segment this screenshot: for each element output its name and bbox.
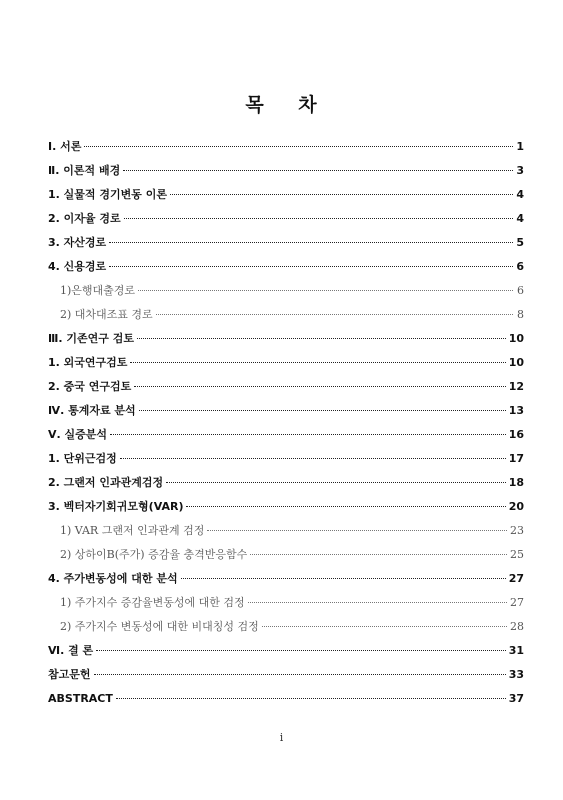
toc-dot-leader — [124, 218, 513, 219]
toc-entry-label: Ⅱ. 이론적 배경 — [48, 164, 121, 177]
toc-entry-label: 1. 실물적 경기변동 이론 — [48, 188, 167, 201]
toc-entry-label: 3. 벡터자기회귀모형(VAR) — [48, 500, 184, 513]
toc-entry-label: ABSTRACT — [48, 692, 113, 705]
toc-entry-page-number: 6 — [517, 284, 524, 297]
toc-dot-leader — [130, 362, 505, 363]
toc-entry-label: 2) 주가지수 변동성에 대한 비대칭성 검정 — [60, 620, 259, 633]
toc-entry-page-number: 27 — [508, 572, 524, 585]
toc-dot-leader — [123, 170, 513, 171]
toc-entry[interactable] — [48, 234, 524, 258]
toc-entry-label: Ⅴ. 실증분석 — [48, 428, 108, 441]
toc-dot-leader — [156, 314, 513, 315]
toc-entry[interactable] — [48, 426, 524, 450]
toc-entry[interactable] — [48, 522, 524, 546]
toc-entry[interactable] — [48, 306, 524, 330]
toc-entry-page-number: 23 — [510, 524, 524, 537]
toc-entry-label: 1) 주가지수 증감율변동성에 대한 검정 — [60, 596, 245, 609]
toc-entry-label: Ⅳ. 통계자료 분석 — [48, 404, 136, 417]
toc-entry-label: 4. 신용경로 — [48, 260, 107, 273]
toc-entry-label: 1. 단위근검정 — [48, 452, 117, 465]
toc-dot-leader — [109, 242, 513, 243]
toc-entry-page-number: 16 — [508, 428, 524, 441]
toc-entry-label: 1)은행대출경로 — [60, 284, 136, 297]
toc-entry-page-number: 13 — [508, 404, 524, 417]
toc-dot-leader — [170, 194, 513, 195]
toc-entry-label: 2. 중국 연구검토 — [48, 380, 132, 393]
toc-dot-leader — [109, 266, 513, 267]
toc-dot-leader — [139, 410, 506, 411]
toc-entry-label: 4. 주가변동성에 대한 분석 — [48, 572, 178, 585]
toc-entry-page-number: 20 — [508, 500, 524, 513]
toc-dot-leader — [120, 458, 506, 459]
toc-entry-page-number: 3 — [516, 164, 524, 177]
toc-entry-label: 참고문헌 — [48, 668, 91, 681]
toc-entry[interactable] — [48, 162, 524, 186]
toc-entry[interactable] — [48, 354, 524, 378]
toc-entry[interactable] — [48, 498, 524, 522]
toc-entry-page-number: 37 — [508, 692, 524, 705]
toc-entry-page-number: 8 — [517, 308, 524, 321]
toc-entry[interactable] — [48, 330, 524, 354]
toc-dot-leader — [166, 482, 506, 483]
toc-dot-leader — [181, 578, 506, 579]
toc-entry[interactable] — [48, 594, 524, 618]
toc-entry-page-number: 1 — [516, 140, 524, 153]
toc-dot-leader — [96, 650, 506, 651]
page-number-footer: i — [279, 731, 284, 744]
toc-dot-leader — [84, 146, 513, 147]
toc-entry-label: 3. 자산경로 — [48, 236, 107, 249]
toc-dot-leader — [186, 506, 505, 507]
toc-entry[interactable] — [48, 642, 524, 666]
toc-entry-label: 2) 대차대조표 경로 — [60, 308, 153, 321]
toc-dot-leader — [138, 290, 513, 291]
toc-dot-leader — [137, 338, 506, 339]
toc-entry-page-number: 12 — [508, 380, 524, 393]
toc-entry-label: 1) VAR 그랜저 인과관계 검정 — [60, 524, 205, 537]
toc-entry-page-number: 17 — [508, 452, 524, 465]
toc-entry-label: Ⅵ. 결 론 — [48, 644, 94, 657]
toc-entry-page-number: 4 — [516, 212, 524, 225]
toc-entry[interactable] — [48, 258, 524, 282]
toc-entry[interactable] — [48, 378, 524, 402]
toc-entry-page-number: 31 — [508, 644, 524, 657]
toc-entry[interactable] — [48, 570, 524, 594]
table-of-contents — [48, 138, 524, 714]
toc-entry[interactable] — [48, 666, 524, 690]
toc-entry-page-number: 4 — [516, 188, 524, 201]
toc-entry[interactable] — [48, 282, 524, 306]
toc-entry[interactable] — [48, 402, 524, 426]
toc-entry-label: 2. 이자율 경로 — [48, 212, 121, 225]
toc-dot-leader — [250, 554, 507, 555]
toc-entry-label: Ⅰ. 서론 — [48, 140, 82, 153]
toc-entry-page-number: 6 — [516, 260, 524, 273]
toc-entry[interactable] — [48, 186, 524, 210]
toc-dot-leader — [207, 530, 507, 531]
toc-entry[interactable] — [48, 474, 524, 498]
toc-entry-page-number: 25 — [510, 548, 524, 561]
toc-entry-label: 2. 그랜저 인과관계검정 — [48, 476, 164, 489]
toc-entry-page-number: 10 — [508, 332, 524, 345]
toc-entry-label: Ⅲ. 기존연구 검토 — [48, 332, 134, 345]
toc-entry-label: 2) 상하이B(주가) 증감율 충격반응함수 — [60, 548, 248, 561]
toc-dot-leader — [94, 674, 506, 675]
toc-entry[interactable] — [48, 138, 524, 162]
toc-entry[interactable] — [48, 546, 524, 570]
toc-entry-page-number: 10 — [508, 356, 524, 369]
page-title: 목 차 — [245, 94, 318, 116]
toc-entry[interactable] — [48, 450, 524, 474]
toc-entry-page-number: 33 — [508, 668, 524, 681]
toc-entry-label: 1. 외국연구검토 — [48, 356, 128, 369]
toc-dot-leader — [116, 698, 506, 699]
toc-dot-leader — [110, 434, 506, 435]
toc-entry[interactable] — [48, 618, 524, 642]
toc-dot-leader — [248, 602, 507, 603]
toc-entry[interactable] — [48, 690, 524, 714]
toc-entry-page-number: 5 — [516, 236, 524, 249]
toc-dot-leader — [262, 626, 507, 627]
toc-entry-page-number: 27 — [510, 596, 524, 609]
toc-entry-page-number: 28 — [510, 620, 524, 633]
toc-dot-leader — [134, 386, 505, 387]
toc-entry[interactable] — [48, 210, 524, 234]
toc-entry-page-number: 18 — [508, 476, 524, 489]
